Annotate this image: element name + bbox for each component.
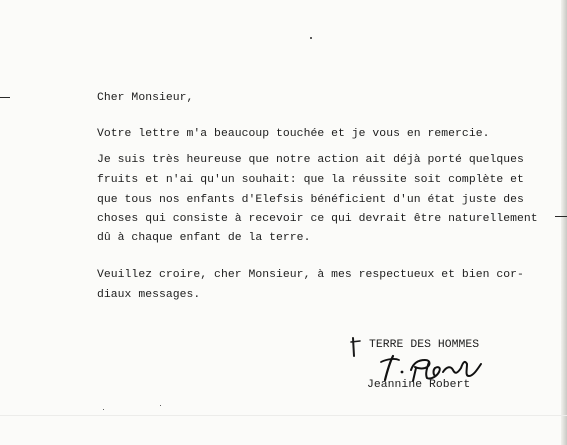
ink-speck	[310, 37, 312, 39]
salutation: Cher Monsieur,	[97, 92, 194, 104]
paper-fold	[0, 415, 567, 416]
paragraph-3-line-2: diaux messages.	[97, 289, 201, 301]
paper-edge	[561, 0, 567, 445]
paragraph-2-line-3: que tous nos enfants d'Elefsis bénéficient d'un état juste des	[97, 194, 524, 206]
margin-tick-left	[0, 97, 10, 98]
organization-name: TERRE DES HOMMES	[369, 339, 480, 351]
handwritten-mark-icon	[349, 336, 363, 358]
ink-speck	[103, 409, 104, 410]
margin-tick-right	[555, 216, 567, 217]
paragraph-2-line-2: fruits et n'ai qu'un souhait: que la réussite soit complète et	[97, 174, 524, 186]
paragraph-2-line-5: dû à chaque enfant de la terre.	[97, 232, 311, 244]
paragraph-3-line-1: Veuillez croire, cher Monsieur, à mes respectueux et bien cor-	[97, 269, 524, 281]
signer-name: Jeannine Robert	[367, 379, 471, 391]
paragraph-2-line-1: Je suis très heureuse que notre action ait déjà porté quelques	[97, 154, 524, 166]
paragraph-1-line-1: Votre lettre m'a beaucoup touchée et je vous en remercie.	[97, 128, 490, 140]
ink-speck	[160, 405, 161, 406]
paragraph-2-line-4: choses qui consiste à recevoir ce qui devrait être naturellement	[97, 213, 538, 225]
